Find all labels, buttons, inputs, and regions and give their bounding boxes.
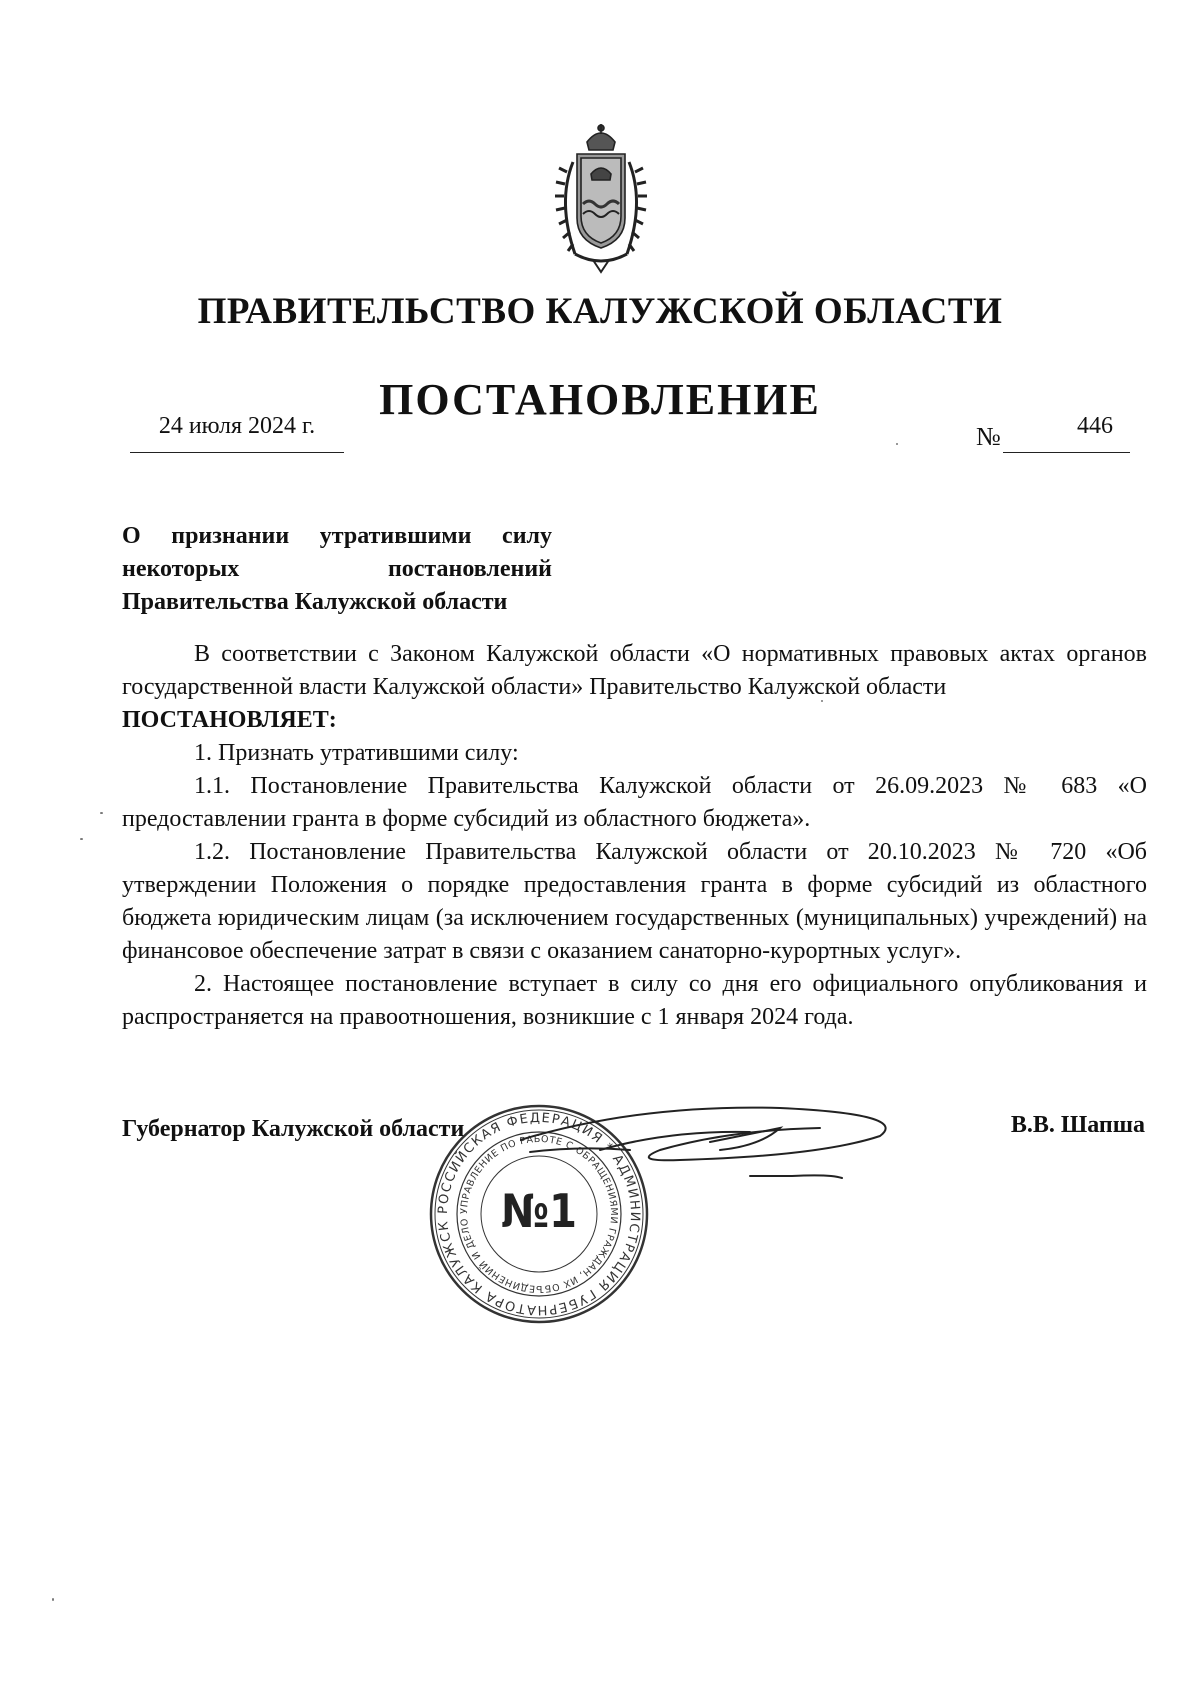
subject-line: некоторых постановлений bbox=[122, 556, 552, 582]
scan-speck bbox=[821, 700, 823, 702]
item-1-1: 1.1. Постановление Правительства Калужской области от 26.09.2023 № 683 «О предоставлении гранта в форме субсидий из областного бюджета». bbox=[122, 773, 1147, 832]
seal-outer-text: РОССИЙСКАЯ ФЕДЕРАЦИЯ * АДМИНИСТРАЦИЯ ГУБЕРНАТОРА КАЛУЖСК bbox=[435, 1110, 643, 1318]
scan-speck bbox=[80, 838, 83, 840]
item-1: 1. Признать утратившими силу: bbox=[194, 740, 519, 766]
date-underline bbox=[130, 452, 344, 453]
number-sign: № bbox=[976, 422, 1001, 451]
number-underline bbox=[1003, 452, 1130, 453]
preamble-text: В соответствии с Законом Калужской области «О нормативных правовых актах органов государственной власти Калужской области» Правительство Калужской области bbox=[122, 641, 1147, 700]
scan-speck bbox=[896, 443, 898, 445]
document-body bbox=[122, 638, 1147, 1034]
item-1-2: 1.2. Постановление Правительства Калужской области от 20.10.2023 № 720 «Об утверждении Положения о порядке предоставления гранта в форме субсидий из областного бюджета юридическим лицам (за исключением государственных (муниципальных) учреждений) на финансовое обеспечение затрат в связи с оказанием санаторно-курортных услуг». bbox=[122, 839, 1147, 964]
signatory-title: Губернатор Калужской области bbox=[122, 1116, 465, 1142]
subject-line: Правительства Калужской области bbox=[122, 589, 508, 615]
document-date: 24 июля 2024 г. bbox=[158, 413, 316, 439]
scan-speck bbox=[100, 812, 103, 814]
document-subject bbox=[122, 520, 552, 619]
item-2: 2. Настоящее постановление вступает в силу со дня его официального опубликования и распространяется на правоотношения, возникшие с 1 января 2024 года. bbox=[122, 971, 1147, 1030]
scan-speck bbox=[52, 1598, 54, 1601]
preamble-paragraph bbox=[122, 638, 1147, 704]
decree-word: ПОСТАНОВЛЯЕТ: bbox=[122, 707, 337, 733]
signatory-name: В.В. Шапша bbox=[1010, 1112, 1145, 1138]
document-number: 446 bbox=[1077, 413, 1113, 439]
subject-line: О признании утратившими силу bbox=[122, 523, 552, 549]
seal-number: №1 bbox=[501, 1185, 577, 1239]
coat-of-arms-icon bbox=[553, 122, 649, 274]
seal-inner-text: УПРАВЛЕНИЕ ПО РАБОТЕ С ОБРАЩЕНИЯМИ ГРАЖДАН, ИХ ОБЪЕДИНЕНИЙ И ДЕЛО bbox=[458, 1133, 620, 1295]
handwritten-signature bbox=[520, 1090, 940, 1220]
document-type-title: ПОСТАНОВЛЕНИЕ bbox=[379, 375, 821, 424]
government-title: ПРАВИТЕЛЬСТВО КАЛУЖСКОЙ ОБЛАСТИ bbox=[197, 291, 1003, 332]
